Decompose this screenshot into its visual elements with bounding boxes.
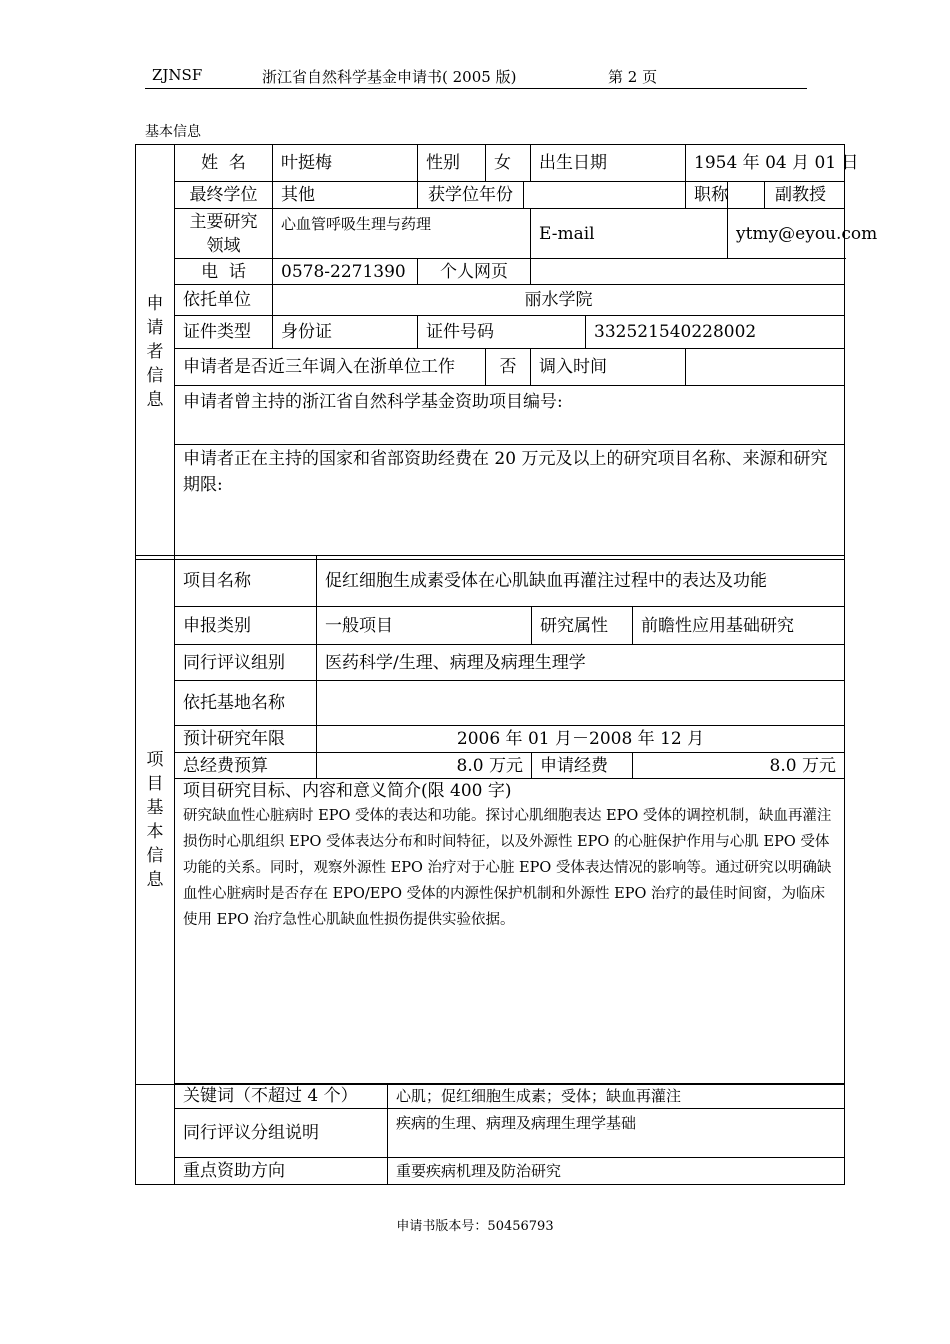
project-table bbox=[135, 555, 845, 1085]
email-value: ytmy@eyou.com bbox=[728, 209, 845, 259]
name-label: 姓 名 bbox=[175, 145, 273, 182]
requested-label: 申请经费 bbox=[532, 753, 633, 779]
period-value: 2006 年 01 月－2008 年 12 月 bbox=[317, 726, 845, 753]
transfer-question: 申请者是否近三年调入在浙单位工作 bbox=[175, 349, 486, 386]
base-value bbox=[317, 681, 845, 726]
header-page: 第 2 页 bbox=[608, 68, 658, 86]
transfer-answer: 否 bbox=[486, 349, 531, 386]
total-budget-value: 8.0 万元 bbox=[317, 753, 532, 779]
id-type-label: 证件类型 bbox=[175, 316, 273, 349]
degree-value: 其他 bbox=[273, 182, 418, 209]
project-section-continued bbox=[136, 1084, 175, 1185]
transfer-time-label: 调入时间 bbox=[531, 349, 686, 386]
abstract-label: 项目研究目标、内容和意义简介(限 400 字) bbox=[183, 781, 512, 801]
focus-value: 重要疾病机理及防治研究 bbox=[388, 1158, 845, 1185]
id-type-value: 身份证 bbox=[273, 316, 418, 349]
homepage-label: 个人网页 bbox=[418, 259, 531, 285]
project-extra-table bbox=[135, 1083, 845, 1185]
title-label: 职称 bbox=[686, 182, 728, 209]
current-projects-label: 申请者正在主持的国家和省部资助经费在 20 万元及以上的研究项目名称、来源和研究期限: bbox=[175, 445, 845, 560]
abstract-text: 研究缺血性心脏病时 EPO 受体的表达和功能。探讨心肌细胞表达 EPO 受体的调控机制，缺血再灌注损伤时心肌组织 EPO 受体表达分布和时间特征，以及外源性 EPO 的心脏保护作用与心肌 EPO 受体功能的关系。同时，观察外源性 EPO 治疗对于心脏 EPO 受体表达情况的影响等。通过研究以明确缺血性心脏病时是否存在 EPO/EPO 受体的内源性保护机制和外源性 EPO 治疗的最佳时间窗，为临床使用 EPO 治疗急性心肌缺血性损伤提供实验依据。 bbox=[183, 808, 832, 928]
email-label: E-mail bbox=[531, 209, 728, 259]
degree-year-value bbox=[524, 182, 686, 209]
gender-label: 性别 bbox=[418, 145, 486, 182]
project-name-value: 促红细胞生成素受体在心肌缺血再灌注过程中的表达及功能 bbox=[317, 556, 845, 607]
birth-value: 1954 年 04 月 01 日 bbox=[686, 145, 845, 182]
review-desc-value: 疾病的生理、病理及病理生理学基础 bbox=[388, 1109, 845, 1158]
base-label: 依托基地名称 bbox=[175, 681, 317, 726]
name-value: 叶挺梅 bbox=[273, 145, 418, 182]
applicant-section-label: 申 请 者 信 息 bbox=[136, 145, 175, 560]
field-value: 心血管呼吸生理与药理 bbox=[273, 209, 531, 259]
org-value: 丽水学院 bbox=[273, 285, 845, 316]
keywords-label: 关键词（不超过 4 个） bbox=[175, 1084, 388, 1109]
phone-value: 0578-2271390 bbox=[273, 259, 418, 285]
footer-version: 50456793 bbox=[487, 1219, 554, 1234]
keywords-value: 心肌；促红细胞生成素；受体；缺血再灌注 bbox=[388, 1084, 845, 1109]
requested-value: 8.0 万元 bbox=[633, 753, 845, 779]
degree-label: 最终学位 bbox=[175, 182, 273, 209]
attribute-label: 研究属性 bbox=[532, 607, 633, 645]
org-label: 依托单位 bbox=[175, 285, 273, 316]
id-no-value: 332521540228002 bbox=[586, 316, 845, 349]
header-code: ZJNSF bbox=[152, 66, 203, 84]
review-desc-label: 同行评议分组说明 bbox=[175, 1109, 388, 1158]
phone-label: 电 话 bbox=[175, 259, 273, 285]
footer-version-label: 申请书版本号： bbox=[396, 1219, 488, 1234]
footer bbox=[0, 1215, 950, 1234]
degree-year-label: 获学位年份 bbox=[418, 182, 524, 209]
header-rule bbox=[145, 88, 807, 89]
category-label: 申报类别 bbox=[175, 607, 317, 645]
header-title: 浙江省自然科学基金申请书( 2005 版) bbox=[262, 68, 517, 86]
period-label: 预计研究年限 bbox=[175, 726, 317, 753]
total-budget-label: 总经费预算 bbox=[175, 753, 317, 779]
title-cell bbox=[728, 182, 845, 209]
category-value: 一般项目 bbox=[317, 607, 532, 645]
project-name-label: 项目名称 bbox=[175, 556, 317, 607]
birth-label: 出生日期 bbox=[531, 145, 686, 182]
review-group-value: 医药科学/生理、病理及病理生理学 bbox=[317, 645, 845, 681]
gender-value: 女 bbox=[486, 145, 531, 182]
review-group-label: 同行评议组别 bbox=[175, 645, 317, 681]
title-text: 副教授 bbox=[775, 185, 826, 205]
attribute-value: 前瞻性应用基础研究 bbox=[633, 607, 845, 645]
project-section-label: 项 目 基 本 信 息 bbox=[136, 556, 175, 1085]
abstract-cell bbox=[175, 779, 845, 1085]
focus-label: 重点资助方向 bbox=[175, 1158, 388, 1185]
prev-projects-label: 申请者曾主持的浙江省自然科学基金资助项目编号: bbox=[175, 386, 845, 445]
id-no-label: 证件号码 bbox=[418, 316, 586, 349]
applicant-table bbox=[135, 144, 878, 560]
homepage-value bbox=[531, 259, 845, 285]
field-label: 主要研究领域 bbox=[175, 209, 273, 259]
section-title: 基本信息 bbox=[145, 124, 201, 140]
transfer-time-value bbox=[686, 349, 845, 386]
